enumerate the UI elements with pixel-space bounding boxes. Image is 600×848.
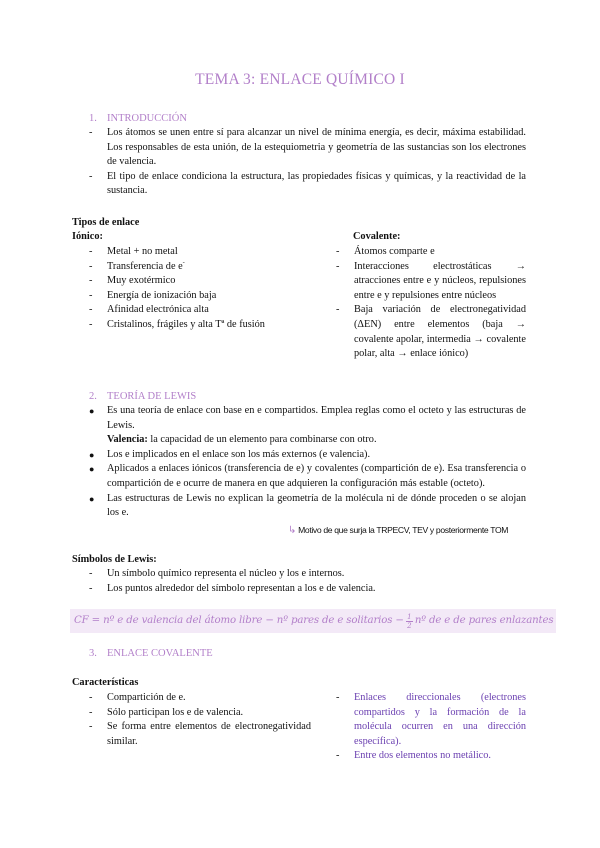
list-item: - Baja variación de electronegatividad (ΔEN) entre elementos (baja → covalente apolar, intermedia → covalente polar, alta → enlace iónico) <box>336 303 526 361</box>
list-item: - Enlaces direccionales (electrones compartidos y la formación de la molécula ocurren en una dirección específica). <box>336 691 526 749</box>
covalente-item-3: Baja variación de electronegatividad (ΔEN) entre elementos (baja → covalente apolar, intermedia → covalente polar, alta → enlace iónico) <box>354 304 526 360</box>
formula-fraction <box>406 613 413 630</box>
formal-charge-formula <box>70 609 556 633</box>
ionico-item-1: Metal + no metal <box>107 246 178 257</box>
section-1-title: INTRODUCCIÓN <box>107 113 187 124</box>
page-title: TEMA 3: ENLACE QUÍMICO I <box>195 71 405 88</box>
intro-item-1: Los átomos se unen entre sí para alcanzar un nivel de mínima energía, es decir, máxima estabilidad. Los responsables de esta unión, de la estequiometria y geometría de las sustancias son los electrones de valencia. <box>107 127 526 168</box>
list-item: - Afinidad electrónica alta <box>89 304 209 316</box>
section-2-title: TEORÍA DE LEWIS <box>107 391 197 402</box>
caract-right-2: Entre dos elementos no metálico. <box>354 750 491 762</box>
list-item: - Interacciones electrostáticas → atracciones entre e y núcleos, repulsiones entre e y repulsiones entre núcleos <box>336 260 526 304</box>
ionico-item-6: Cristalinos, frágiles y alta Tª de fusión <box>107 318 265 330</box>
list-item <box>89 170 526 199</box>
list-item: - Metal + no metal <box>89 246 178 257</box>
covalente-item-2: Interacciones electrostáticas → atracciones entre e y núcleos, repulsiones entre e y repulsiones entre núcleos <box>354 260 526 301</box>
bullet-dot: ● <box>89 449 95 460</box>
section-2-heading <box>89 390 196 405</box>
simbolos-heading: Símbolos de Lewis: <box>72 554 157 565</box>
dash-bullet: - <box>89 127 93 138</box>
formula-right: nº de e de pares enlazantes <box>414 614 554 626</box>
lewis-item-2: Los e implicados en el enlace son los más externos (e valencia). <box>107 448 371 460</box>
list-item: - Compartición de e. <box>89 692 186 703</box>
lewis-note-text: Motivo de que surja la TRPECV, TEV y posteriormente TOM <box>298 525 509 535</box>
list-item: - Muy exotérmico <box>89 275 176 287</box>
bullet-dot: ● <box>89 406 95 416</box>
curved-arrow-icon: ↳ <box>288 525 297 536</box>
caracteristicas-right-list <box>336 691 526 764</box>
lewis-item-1: Es una teoría de enlace con base en e compartidos. Emplea reglas como el octeto y las estructuras de Lewis. <box>107 405 526 431</box>
section-2-list <box>89 404 526 521</box>
list-item <box>89 492 526 521</box>
caract-left-2: Sólo participan los e de valencia. <box>107 706 244 718</box>
ionico-item-5: Afinidad electrónica alta <box>107 304 209 316</box>
ionico-list <box>89 245 319 333</box>
list-item: - Se forma entre elementos de electronegatividad similar. <box>89 720 311 749</box>
lewis-note <box>288 523 528 539</box>
covalente-label: Covalente: <box>353 231 401 242</box>
lewis-item-3: Aplicados a enlaces iónicos (transferencia de e) y covalentes (compartición de e). Esa transferencia o compartición de e ocurre de manera en que adquieren la configuración más estable (octeto). <box>107 463 526 489</box>
list-item <box>89 448 526 463</box>
caract-left-3: Se forma entre elementos de electronegatividad similar. <box>107 721 311 747</box>
ionico-label: Iónico: <box>72 231 103 242</box>
list-item: - Energía de ionización baja <box>89 289 217 301</box>
ionico-item-3: Muy exotérmico <box>107 275 176 287</box>
bullet-dot: ● <box>89 464 95 475</box>
caracteristicas-left-list <box>89 691 311 749</box>
lewis-item-4: Las estructuras de Lewis no explican la geometría de la molécula ni de dónde proceden o se alojan los e. <box>107 492 526 519</box>
section-1-heading <box>89 112 187 127</box>
intro-item-2: El tipo de enlace condiciona la estructura, las propiedades físicas y químicas, y la reactividad de la sustancia. <box>107 170 526 197</box>
list-item: - Sólo participan los e de valencia. <box>89 706 244 718</box>
simbolos-list <box>89 567 526 596</box>
section-2-number: 2. <box>89 391 97 402</box>
fraction-denominator: 2 <box>407 621 412 630</box>
valencia-text: la capacidad de un elemento para combinarse con otro. <box>150 434 377 446</box>
ionico-item-4: Energía de ionización baja <box>107 289 217 301</box>
list-item <box>89 126 526 170</box>
simbolos-item-1: Un símbolo químico representa el núcleo y los e internos. <box>107 568 345 579</box>
ionico-item-2: Transferencia de e <box>107 260 183 272</box>
list-item: - Un símbolo químico representa el núcleo y los e internos. <box>89 568 345 579</box>
list-item <box>89 404 526 433</box>
simbolos-item-2: Los puntos alrededor del símbolo representan a los e de valencia. <box>107 582 376 594</box>
caracteristicas-heading: Características <box>72 677 139 688</box>
bullet-dot: ● <box>89 493 95 504</box>
section-3-title: ENLACE COVALENTE <box>107 648 213 659</box>
list-item: - Entre dos elementos no metálico. <box>336 750 491 762</box>
section-1-list <box>89 126 526 199</box>
list-item: - Transferencia de e- <box>89 259 185 272</box>
section-1-number: 1. <box>89 113 97 124</box>
caract-right-1: Enlaces direccionales (electrones compartidos y la formación de la molécula ocurren en una dirección específica). <box>354 692 526 747</box>
caract-left-1: Compartición de e. <box>107 692 186 703</box>
section-3-number: 3. <box>89 648 97 659</box>
list-item: - Cristalinos, frágiles y alta Tª de fusión <box>89 318 265 330</box>
list-item: - Los puntos alrededor del símbolo representan a los e de valencia. <box>89 582 376 594</box>
covalente-list <box>336 245 526 362</box>
valencia-label: Valencia: <box>107 434 148 446</box>
tipos-heading: Tipos de enlace <box>72 217 140 228</box>
valencia-definition <box>89 433 526 448</box>
formula-left: CF = nº e de valencia del átomo libre − nº pares de e solitarios − <box>74 614 404 626</box>
dash-bullet: - <box>89 170 93 182</box>
covalente-item-1: Átomos comparte e <box>354 246 435 257</box>
fraction-numerator: 1 <box>407 612 412 621</box>
list-item: - Átomos comparte e <box>336 246 435 257</box>
list-item <box>89 462 526 491</box>
section-3-heading <box>89 647 213 662</box>
